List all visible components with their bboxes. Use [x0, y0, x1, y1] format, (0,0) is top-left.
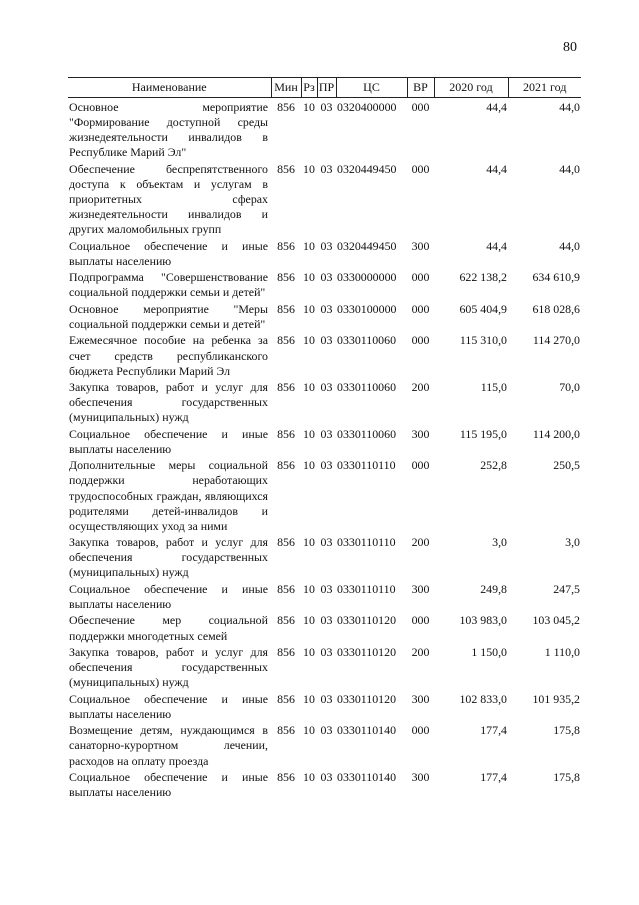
table-row [68, 380, 581, 427]
cell-rz: 10 [303, 238, 315, 253]
cell-2020: 3,0 [492, 535, 507, 550]
cell-2020: 115 195,0 [459, 426, 507, 441]
cell-min: 856 [277, 426, 295, 441]
cell-cs: 0330110140 [337, 723, 397, 738]
cell-min: 856 [277, 238, 295, 253]
header-2021: 2021 год [508, 78, 581, 98]
cell-pr: 03 [320, 769, 333, 784]
table-row [68, 333, 581, 380]
cell-rz: 10 [303, 426, 315, 441]
cell-2021: 634 610,9 [532, 270, 580, 285]
cell-2020: 1 150,0 [471, 645, 507, 660]
cell-2020: 102 833,0 [459, 691, 507, 706]
cell-cs: 0330110060 [337, 380, 397, 395]
cell-vr: 000 [411, 301, 430, 316]
cell-pr: 03 [320, 458, 333, 473]
header-vr: ВР [407, 78, 434, 98]
cell-cs: 0320449450 [337, 238, 397, 253]
cell-min: 856 [277, 100, 295, 115]
cell-pr: 03 [320, 333, 333, 348]
cell-pr: 03 [320, 723, 333, 738]
budget-table [68, 77, 581, 802]
cell-2021: 247,5 [553, 581, 580, 596]
cell-rz: 10 [303, 458, 315, 473]
cell-2020: 177,4 [480, 769, 507, 784]
cell-pr: 03 [320, 613, 333, 628]
cell-vr: 000 [411, 333, 430, 348]
cell-2021: 70,0 [559, 380, 580, 395]
cell-cs: 0320449450 [337, 161, 397, 176]
cell-2020: 103 983,0 [459, 613, 507, 628]
cell-2021: 101 935,2 [532, 691, 580, 706]
cell-name: Подпрограмма "Совершенствование социальной поддержки семьи и детей" [69, 270, 268, 300]
header-pr: ПР [317, 78, 336, 98]
cell-vr: 200 [411, 645, 430, 660]
cell-2021: 1 110,0 [544, 645, 580, 660]
table-row [68, 162, 581, 239]
cell-cs: 0330100000 [337, 301, 397, 316]
cell-name: Закупка товаров, работ и услуг для обеспечения государственных (муниципальных) нужд [69, 535, 268, 580]
cell-2021: 175,8 [553, 769, 580, 784]
cell-name: Социальное обеспечение и иные выплаты населению [69, 769, 268, 800]
cell-2020: 252,8 [480, 458, 507, 473]
cell-min: 856 [277, 535, 295, 550]
cell-cs: 0330000000 [337, 270, 397, 285]
header-cs: ЦС [336, 78, 407, 98]
cell-2021: 175,8 [553, 723, 580, 738]
table-row [68, 692, 581, 724]
cell-2020: 177,4 [480, 723, 507, 738]
table-row [68, 613, 581, 645]
table-row [68, 427, 581, 459]
cell-name: Возмещение детям, нуждающимся в санаторно-курортном лечении, расходов на оплату проезда [69, 723, 268, 768]
page-number: 80 [563, 40, 577, 55]
cell-min: 856 [277, 613, 295, 628]
cell-cs: 0330110120 [337, 645, 397, 660]
cell-cs: 0330110060 [337, 333, 397, 348]
table-row [68, 270, 581, 302]
cell-min: 856 [277, 645, 295, 660]
cell-vr: 300 [411, 238, 430, 253]
table-row [68, 535, 581, 582]
table-row [68, 302, 581, 334]
cell-pr: 03 [320, 535, 333, 550]
cell-2021: 44,0 [559, 100, 580, 115]
cell-pr: 03 [320, 691, 333, 706]
cell-min: 856 [277, 691, 295, 706]
cell-2021: 618 028,6 [532, 301, 580, 316]
header-rz: Рз [301, 78, 317, 98]
cell-rz: 10 [303, 535, 315, 550]
table-row [68, 458, 581, 535]
cell-rz: 10 [303, 100, 315, 115]
cell-vr: 000 [411, 613, 430, 628]
cell-2021: 114 270,0 [532, 333, 580, 348]
cell-min: 856 [277, 380, 295, 395]
cell-rz: 10 [303, 581, 315, 596]
cell-rz: 10 [303, 769, 315, 784]
cell-min: 856 [277, 333, 295, 348]
cell-pr: 03 [320, 301, 333, 316]
cell-vr: 000 [411, 270, 430, 285]
cell-min: 856 [277, 581, 295, 596]
cell-2020: 44,4 [486, 238, 507, 253]
cell-name: Основное мероприятие "Меры социальной поддержки семьи и детей" [69, 301, 268, 331]
cell-2020: 44,4 [486, 100, 507, 115]
table-row [68, 770, 581, 802]
cell-name: Закупка товаров, работ и услуг для обеспечения государственных (муниципальных) нужд [69, 645, 268, 690]
cell-cs: 0330110110 [337, 535, 396, 550]
cell-name: Основное мероприятие "Формирование доступной среды жизнедеятельности инвалидов в Республике Марий Эл" [69, 100, 268, 160]
cell-2020: 249,8 [480, 581, 507, 596]
cell-2020: 605 404,9 [459, 301, 507, 316]
cell-2021: 44,0 [559, 161, 580, 176]
cell-vr: 200 [411, 535, 430, 550]
cell-vr: 300 [411, 769, 430, 784]
cell-cs: 0330110110 [337, 581, 396, 596]
table-row [68, 645, 581, 692]
table-row [68, 582, 581, 614]
cell-rz: 10 [303, 301, 315, 316]
cell-pr: 03 [320, 645, 333, 660]
cell-rz: 10 [303, 645, 315, 660]
cell-name: Социальное обеспечение и иные выплаты населению [69, 426, 268, 456]
cell-name: Обеспечение беспрепятственного доступа к объектам и услугам в приоритетных сферах жизнедеятельности инвалидов и других маломобильных групп [69, 161, 268, 237]
cell-name: Социальное обеспечение и иные выплаты населению [69, 691, 268, 721]
cell-rz: 10 [303, 723, 315, 738]
cell-vr: 000 [411, 161, 430, 176]
cell-cs: 0320400000 [337, 100, 397, 115]
table-header-row [68, 78, 581, 98]
cell-2020: 44,4 [486, 161, 507, 176]
table-row [68, 98, 581, 162]
cell-min: 856 [277, 270, 295, 285]
table-row [68, 723, 581, 770]
cell-min: 856 [277, 769, 295, 784]
cell-rz: 10 [303, 691, 315, 706]
cell-vr: 300 [411, 581, 430, 596]
cell-min: 856 [277, 723, 295, 738]
header-min: Мин [271, 78, 301, 98]
cell-vr: 200 [411, 380, 430, 395]
cell-rz: 10 [303, 333, 315, 348]
cell-cs: 0330110120 [337, 691, 397, 706]
cell-cs: 0330110060 [337, 426, 397, 441]
cell-pr: 03 [320, 270, 333, 285]
cell-name: Социальное обеспечение и иные выплаты населению [69, 581, 268, 611]
cell-min: 856 [277, 458, 295, 473]
cell-2021: 103 045,2 [532, 613, 580, 628]
cell-vr: 000 [411, 100, 430, 115]
cell-min: 856 [277, 301, 295, 316]
cell-pr: 03 [320, 238, 333, 253]
cell-rz: 10 [303, 613, 315, 628]
header-2020: 2020 год [434, 78, 508, 98]
cell-2020: 622 138,2 [459, 270, 507, 285]
header-name: Наименование [68, 78, 271, 98]
cell-rz: 10 [303, 161, 315, 176]
cell-min: 856 [277, 161, 295, 176]
cell-2020: 115,0 [480, 380, 507, 395]
cell-2021: 114 200,0 [532, 426, 580, 441]
cell-pr: 03 [320, 161, 333, 176]
cell-pr: 03 [320, 380, 333, 395]
cell-rz: 10 [303, 380, 315, 395]
cell-name: Ежемесячное пособие на ребенка за счет средств республиканского бюджета Республики Марий Эл [69, 333, 268, 378]
cell-pr: 03 [320, 581, 333, 596]
cell-cs: 0330110110 [337, 458, 396, 473]
cell-vr: 300 [411, 426, 430, 441]
cell-rz: 10 [303, 270, 315, 285]
cell-2020: 115 310,0 [459, 333, 507, 348]
cell-name: Дополнительные меры социальной поддержки неработающих трудоспособных граждан, являющихся родителями детей-инвалидов и осуществляющих уход за ними [69, 458, 268, 533]
cell-cs: 0330110120 [337, 613, 397, 628]
cell-pr: 03 [320, 426, 333, 441]
cell-vr: 000 [411, 723, 430, 738]
cell-vr: 300 [411, 691, 430, 706]
cell-cs: 0330110140 [337, 769, 397, 784]
table-row [68, 239, 581, 271]
cell-vr: 000 [411, 458, 430, 473]
cell-name: Социальное обеспечение и иные выплаты населению [69, 238, 268, 268]
cell-2021: 44,0 [559, 238, 580, 253]
cell-pr: 03 [320, 100, 333, 115]
cell-2021: 250,5 [553, 458, 580, 473]
cell-name: Закупка товаров, работ и услуг для обеспечения государственных (муниципальных) нужд [69, 380, 268, 425]
cell-name: Обеспечение мер социальной поддержки многодетных семей [69, 613, 268, 643]
cell-2021: 3,0 [565, 535, 580, 550]
